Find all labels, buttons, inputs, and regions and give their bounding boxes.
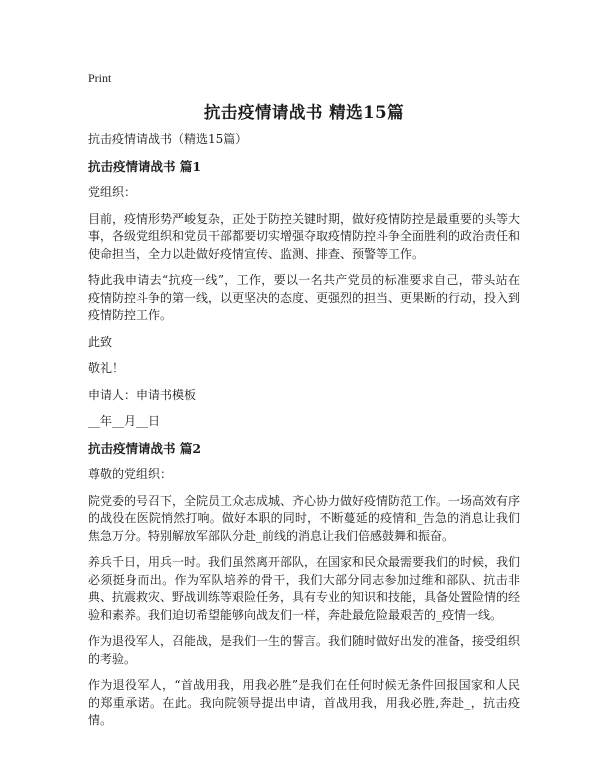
closing-line: 敬礼！ (88, 361, 125, 375)
section-heading-2: 抗击疫情请战书 篇2 (88, 440, 202, 456)
salutation: 党组织： (88, 185, 137, 199)
applicant-line: 申请人：申请书模板 (88, 387, 197, 402)
closing-line: 此致 (88, 334, 113, 349)
paragraph: 作为退役军人，召能战，是我们一生的誓言。我们随时做好出发的准备，接受组织的考验。 (88, 634, 521, 666)
salutation: 尊敬的党组织： (88, 467, 173, 481)
paragraph: 养兵千日，用兵一时。我们虽然离开部队，在国家和民众最需要我们的时候，我们必须挺身而出。作为军队培养的骨干，我们大部分同志参加过维和部队、抗击非典、抗震救灾、野战训练等艰险任务，具有专业的知识和技能，具备处置险情的经验和素养。我们迫切希望能够向战友们一样，奔赴最危险最艰苦的_疫情一线。 (88, 555, 521, 622)
section-heading-1: 抗击疫情请战书 篇1 (88, 158, 202, 174)
date-line: __年__月__日 (88, 414, 161, 428)
paragraph: 目前，疫情形势严峻复杂，正处于防控关键时期，做好疫情防控是最重要的头等大事，各级党组织和党员干部都要切实增强夺取疫情防控斗争全面胜利的政治责任和使命担当，全力以赴做好疫情宣传、监测、排查、预警等工作。 (88, 211, 521, 261)
document-title: 抗击疫情请战书 精选15篇 (203, 103, 405, 122)
print-label[interactable]: Print (88, 71, 112, 85)
subtitle-line: 抗击疫情请战书（精选15篇） (88, 132, 248, 146)
paragraph: 特此我申请去“抗疫一线”，工作，要以一名共产党员的标准要求自己，带头站在疫情防控斗争的第一线，以更坚决的态度、更强烈的担当、更果断的行动，投入到疫情防控工作。 (88, 273, 521, 322)
paragraph: 作为退役军人，“首战用我，用我必胜”是我们在任何时候无条件回报国家和人民的郑重承诺。在此。我向院领导提出申请，首战用我，用我必胜,奔赴_，抗击疫情。 (88, 678, 520, 727)
paragraph: 院党委的号召下，全院员工众志成城、齐心协力做好疫情防范工作。一场高效有序的战役在医院悄然打响。做好本职的同时，不断蔓延的疫情和_告急的消息让我们焦急万分。特别解放军部队分赴_前线的消息让我们倍感鼓舞和振奋。 (88, 493, 521, 543)
document-body (88, 131, 520, 739)
